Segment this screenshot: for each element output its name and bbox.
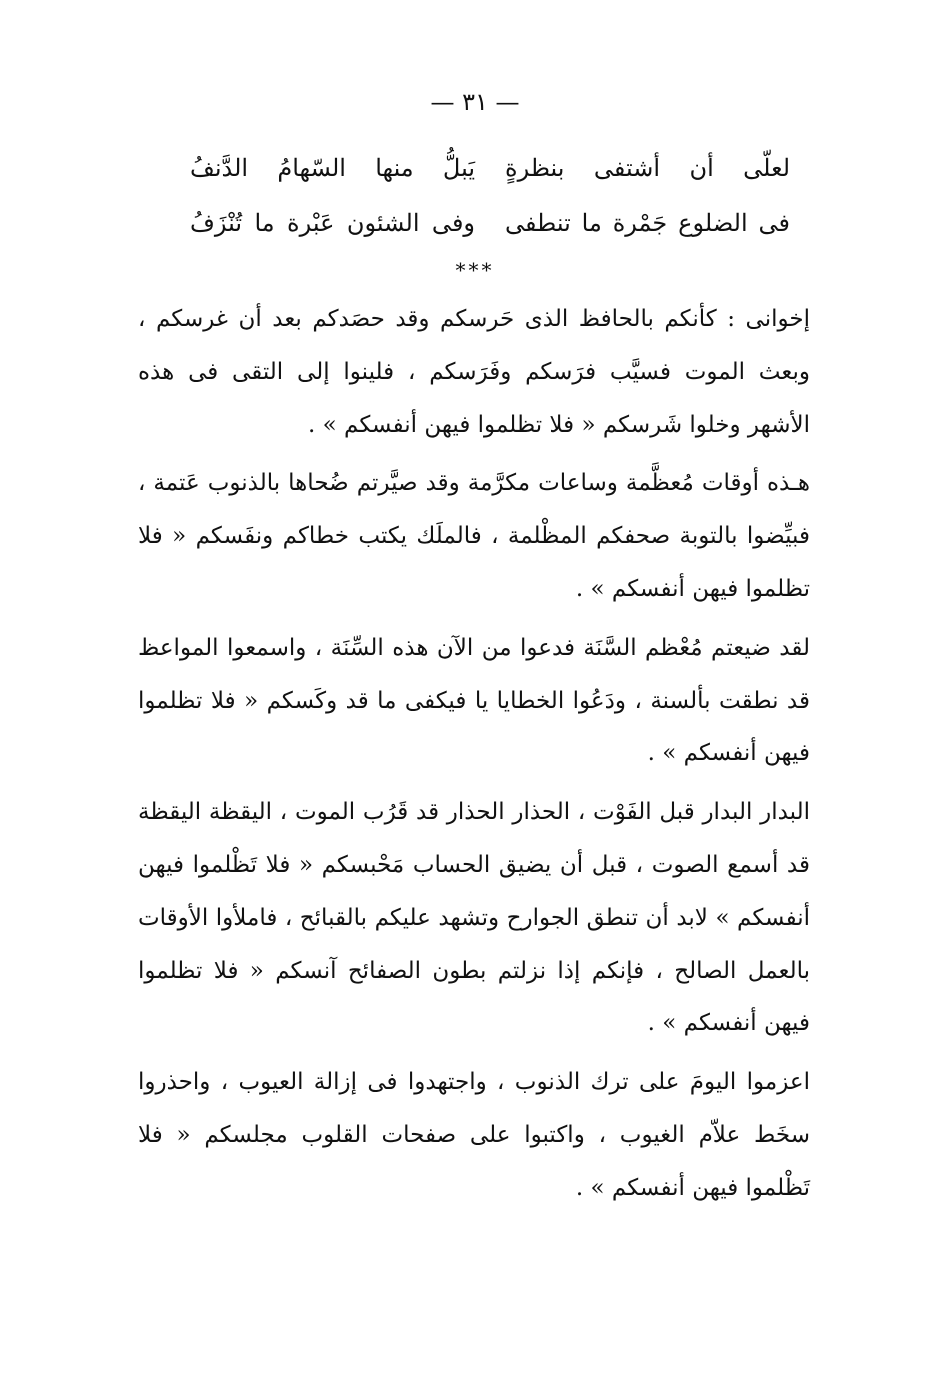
paragraph: البدار البدار قبل الفَوْت ، الحذار الحذار قد قَرُب الموت ، اليقظة اليقظة قد أسمع الصوت ، قبل أن يضيق الحساب مَحْبسكم « فلا تَظْلموا فيهن أنفسكم » لابد أن تنطق الجوارح وتشهد عليكم بالقبائح ، فاملأوا الأوقات بالعمل الصالح ، فإنكم إذا نزلتم بطون الصفائح آنسكم « فلا تظلموا فيهن أنفسكم » .	[138, 799, 810, 1037]
first-hemistich: لعلّى أن أشتفى بنظرةٍ	[505, 153, 790, 182]
second-hemistich: وفى الشئون عَبْرة ما تُنْزَفُ	[190, 208, 475, 237]
page-number: — ٣١ —	[430, 88, 520, 116]
paragraph: إخوانى : كأنكم بالحافظ الذى حَرسكم وقد حصَدكم بعد أن غرسكم ، وبعث الموت فسيَّب فرَسكم وفَرَسكم ، فلينوا إلى التقى فى هذه الأشهر وخلوا شَرسكم « فلا تظلموا فيهن أنفسكم » .	[138, 306, 810, 438]
body-text	[138, 293, 810, 1221]
second-hemistich: يَبلُّ منها السّهامُ الدَّنفُ	[190, 153, 475, 182]
first-hemistich: فى الضلوع جَمْرة ما تنطفى	[505, 208, 790, 237]
poem-verse	[190, 140, 790, 195]
paragraph: اعزموا اليومَ على ترك الذنوب ، واجتهدوا فى إزالة العيوب ، واحذروا سخَط علاّم الغيوب ، واكتبوا على صفحات القلوب مجلسكم « فلا تَظْلموا فيهن أنفسكم » .	[138, 1069, 810, 1201]
section-separator: ***	[455, 258, 495, 282]
poem	[190, 140, 790, 250]
paragraph: هـذه أوقات مُعظَّمة وساعات مكرَّمة وقد صيَّرتم ضُحاها بالذنوب عَتمة ، فبيِّضوا بالتوبة صحفكم المظْلمة ، فالملَك يكتب خطاكم ونفَسكم « فلا تظلموا فيهن أنفسكم » .	[138, 470, 810, 602]
paragraph: لقد ضيعتم مُعْظم السَّنَة فدعوا من الآن هذه السِّنَة ، واسمعوا المواعظ قد نطقت بألسنة ، ودَعُوا الخطايا يا فيكفى ما قد وكَسكم « فلا تظلموا فيهن أنفسكم » .	[138, 634, 810, 767]
poem-verse	[190, 195, 790, 250]
